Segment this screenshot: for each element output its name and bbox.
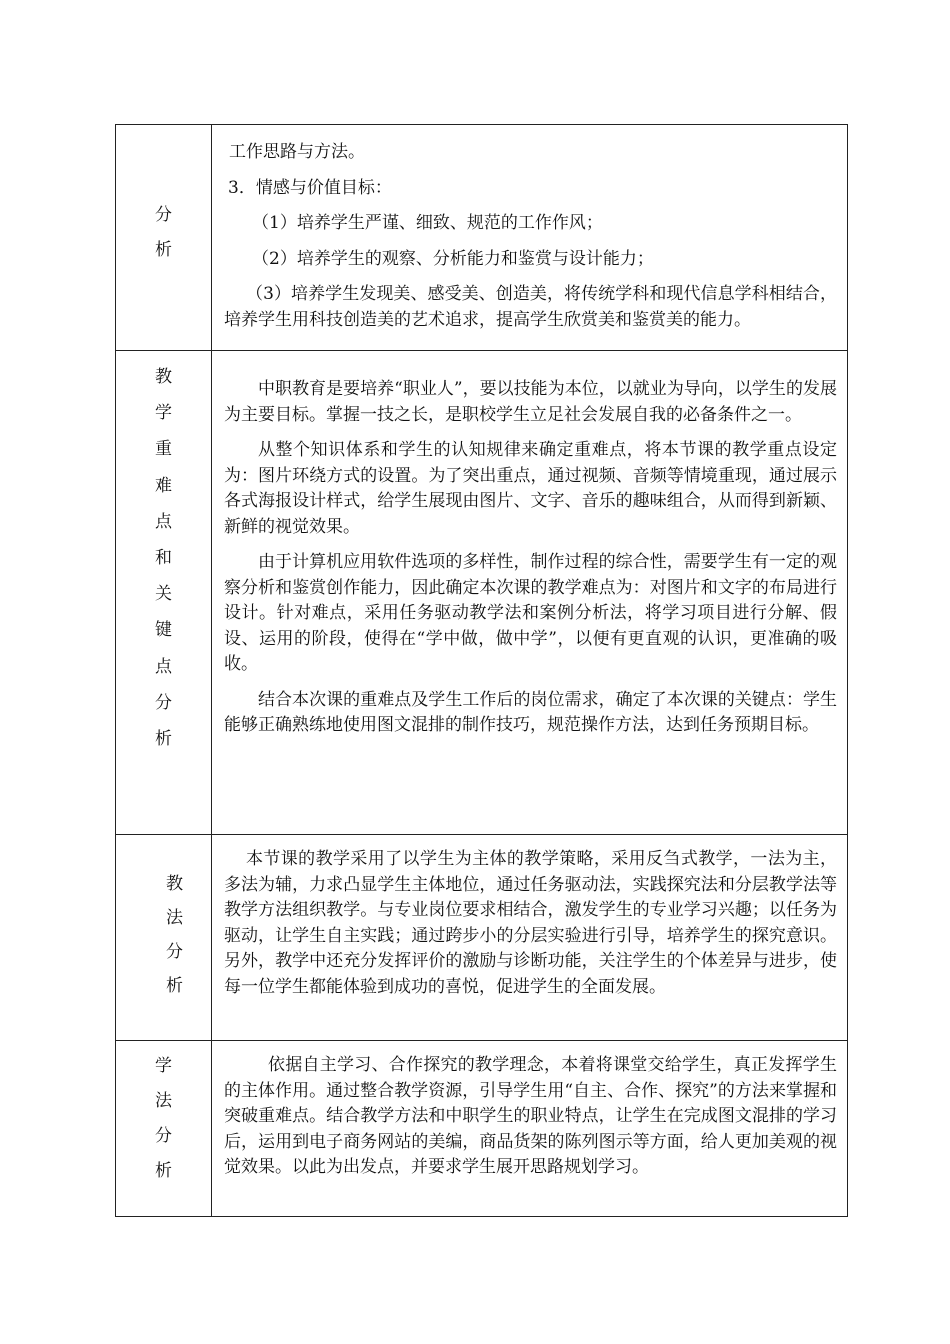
label-char: 析 bbox=[155, 240, 172, 260]
label-char: 析 bbox=[155, 1161, 172, 1181]
label-char: 析 bbox=[155, 728, 172, 749]
row-label bbox=[116, 835, 211, 996]
label-char: 分 bbox=[155, 205, 172, 225]
row-label bbox=[116, 125, 211, 260]
label-char: 难 bbox=[155, 475, 172, 496]
row-label bbox=[116, 351, 211, 749]
label-char: 学 bbox=[155, 1056, 172, 1076]
row-label-cell bbox=[116, 125, 212, 351]
label-char: 教 bbox=[166, 874, 183, 894]
table-row bbox=[116, 125, 848, 351]
paragraph: 本节课的教学采用了以学生为主体的教学策略，采用反刍式教学，一法为主，多法为辅，力求凸显学生主体地位，通过任务驱动法，实践探究法和分层教学法等教学方法组织教学。与专业岗位要求相结合，激发学生的专业学习兴趣；以任务为驱动，让学生自主实践；通过跨步小的分层实验进行引导，培养学生的探究意识。另外，教学中还充分发挥评价的激励与诊断功能，关注学生的个体差异与进步，使每一位学生都能体验到成功的喜悦，促进学生的全面发展。 bbox=[224, 849, 837, 997]
label-char: 学 bbox=[155, 403, 172, 424]
row-label-cell bbox=[116, 351, 212, 835]
label-char: 点 bbox=[155, 511, 172, 532]
paragraph: （3）培养学生发现美、感受美、创造美，将传统学科和现代信息学科相结合，培养学生用科技创造美的艺术追求，提高学生欣赏美和鉴赏美的能力。 bbox=[224, 284, 837, 330]
label-char: 点 bbox=[155, 656, 172, 677]
row-content-cell bbox=[212, 1041, 848, 1217]
label-char: 分 bbox=[155, 692, 172, 713]
analysis-table bbox=[115, 124, 848, 1217]
label-char: 法 bbox=[155, 1091, 172, 1111]
table-row bbox=[116, 1041, 848, 1217]
paragraph: 从整个知识体系和学生的认知规律来确定重难点，将本节课的教学重点设定为：图片环绕方式的设置。为了突出重点，通过视频、音频等情境重现，通过展示各式海报设计样式，给学生展现由图片、文字、音乐的趣味组合，从而得到新颖、新鲜的视觉效果。 bbox=[224, 440, 837, 537]
paragraph: 3．情感与价值目标： bbox=[228, 177, 392, 198]
label-char: 重 bbox=[155, 439, 172, 460]
label-char: 键 bbox=[155, 620, 172, 641]
row-label-cell bbox=[116, 1041, 212, 1217]
row-label bbox=[116, 1041, 211, 1181]
paragraph: （1）培养学生严谨、细致、规范的工作作风； bbox=[252, 213, 603, 233]
paragraph: 由于计算机应用软件选项的多样性，制作过程的综合性，需要学生有一定的观察分析和鉴赏创作能力，因此确定本次课的教学难点为：对图片和文字的布局进行设计。针对难点，采用任务驱动教学法和案例分析法，将学习项目进行分解、假设、运用的阶段，使得在“学中做，做中学”，以便有更直观的认识，更准确的吸收。 bbox=[224, 552, 837, 674]
paragraph: 依据自主学习、合作探究的教学理念，本着将课堂交给学生，真正发挥学生的主体作用。通过整合教学资源，引导学生用“自主、合作、探究”的方法来掌握和突破重难点。结合教学方法和中职学生的职业特点，让学生在完成图文混排的学习后，运用到电子商务网站的美编，商品货架的陈列图示等方面，给人更加美观的视觉效果。以此为出发点，并要求学生展开思路规划学习。 bbox=[224, 1055, 837, 1177]
table-row bbox=[116, 835, 848, 1041]
row-content-cell bbox=[212, 835, 848, 1041]
paragraph: 工作思路与方法。 bbox=[229, 142, 365, 162]
row-content-cell bbox=[212, 351, 848, 835]
row-label-cell bbox=[116, 835, 212, 1041]
table-row bbox=[116, 351, 848, 835]
row-content-cell bbox=[212, 125, 848, 351]
paragraph: 结合本次课的重难点及学生工作后的岗位需求，确定了本次课的关键点：学生能够正确熟练地使用图文混排的制作技巧，规范操作方法，达到任务预期目标。 bbox=[224, 689, 837, 735]
label-char: 法 bbox=[166, 908, 183, 928]
paragraph: （2）培养学生的观察、分析能力和鉴赏与设计能力； bbox=[252, 248, 654, 269]
label-char: 和 bbox=[155, 547, 172, 568]
label-char: 析 bbox=[166, 976, 183, 996]
label-char: 分 bbox=[155, 1126, 172, 1146]
label-char: 关 bbox=[155, 584, 172, 605]
label-char: 教 bbox=[155, 367, 172, 387]
label-char: 分 bbox=[166, 942, 183, 962]
paragraph: 中职教育是要培养“职业人”，要以技能为本位，以就业为导向，以学生的发展为主要目标。掌握一技之长，是职校学生立足社会发展自我的必备条件之一。 bbox=[224, 379, 837, 425]
